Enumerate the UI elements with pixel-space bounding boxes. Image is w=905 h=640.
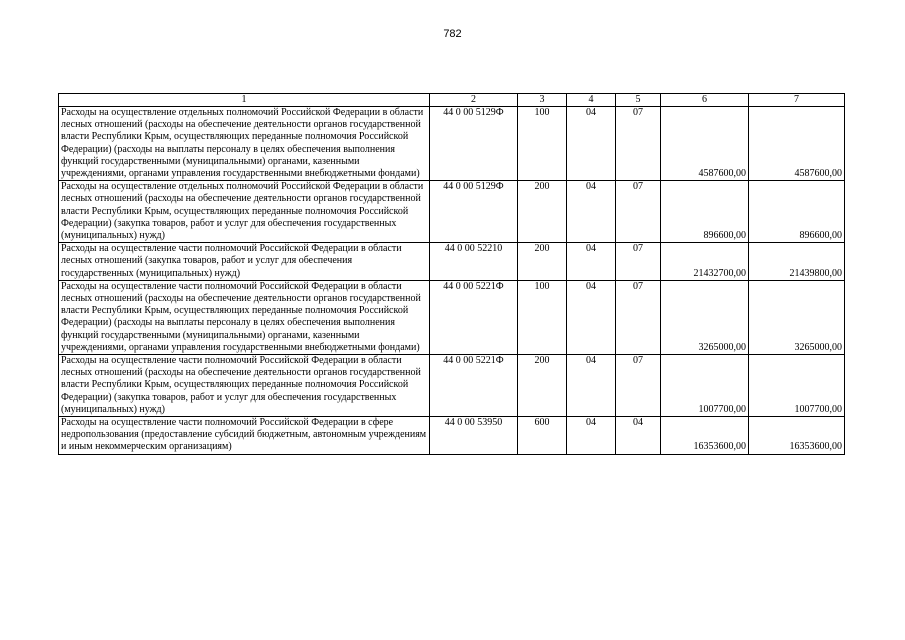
table-row [59, 355, 845, 417]
amount-year1-cell: 16353600,00 [661, 417, 749, 455]
section-cell: 04 [567, 417, 616, 455]
target-article-cell: 44 0 00 5221Ф [430, 280, 518, 354]
expense-type-cell: 200 [518, 181, 567, 243]
expense-name-cell: Расходы на осуществление части полномочий Российской Федерации в области лесных отношений (расходы на обеспечение деятельности органов государственной власти Республики Крым, осуществляющих переданные полномочия Российской Федерации) (расходы на выплаты персоналу в целях обеспечения выполнения функций государственными (муниципальными) органами, казенными учреждениями, органами управления государственными внебюджетными фондами) [59, 280, 430, 354]
expense-name-cell: Расходы на осуществление части полномочий Российской Федерации в области лесных отношений (закупка товаров, работ и услуг для обеспечения государственных (муниципальных) нужд) [59, 243, 430, 281]
amount-year2-cell: 1007700,00 [749, 355, 845, 417]
amount-year2-cell: 4587600,00 [749, 107, 845, 181]
subsection-cell: 04 [616, 417, 661, 455]
column-header: 4 [567, 94, 616, 107]
expense-name-cell: Расходы на осуществление части полномочий Российской Федерации в области лесных отношений (расходы на обеспечение деятельности органов государственной власти Республики Крым, осуществляющих переданные полномочия Российской Федерации) (закупка товаров, работ и услуг для обеспечения государственных (муниципальных) нужд) [59, 355, 430, 417]
table-row [59, 417, 845, 455]
expense-name-cell: Расходы на осуществление отдельных полномочий Российской Федерации в области лесных отношений (расходы на обеспечение деятельности органов государственной власти Республики Крым, осуществляющих переданные полномочия Российской Федерации) (закупка товаров, работ и услуг для обеспечения государственных (муниципальных) нужд) [59, 181, 430, 243]
column-header: 2 [430, 94, 518, 107]
column-header: 6 [661, 94, 749, 107]
section-cell: 04 [567, 181, 616, 243]
subsection-cell: 07 [616, 280, 661, 354]
amount-year2-cell: 3265000,00 [749, 280, 845, 354]
expense-type-cell: 200 [518, 243, 567, 281]
header-row [59, 94, 845, 107]
budget-table [58, 93, 845, 455]
table-row [59, 280, 845, 354]
subsection-cell: 07 [616, 181, 661, 243]
target-article-cell: 44 0 00 5129Ф [430, 107, 518, 181]
section-cell: 04 [567, 280, 616, 354]
column-header: 3 [518, 94, 567, 107]
amount-year2-cell: 896600,00 [749, 181, 845, 243]
page-number: 782 [443, 28, 462, 40]
amount-year2-cell: 21439800,00 [749, 243, 845, 281]
section-cell: 04 [567, 355, 616, 417]
table-row [59, 181, 845, 243]
table-row [59, 243, 845, 281]
subsection-cell: 07 [616, 355, 661, 417]
subsection-cell: 07 [616, 243, 661, 281]
target-article-cell: 44 0 00 5129Ф [430, 181, 518, 243]
amount-year2-cell: 16353600,00 [749, 417, 845, 455]
target-article-cell: 44 0 00 52210 [430, 243, 518, 281]
amount-year1-cell: 21432700,00 [661, 243, 749, 281]
amount-year1-cell: 4587600,00 [661, 107, 749, 181]
column-header: 1 [59, 94, 430, 107]
expense-type-cell: 100 [518, 280, 567, 354]
amount-year1-cell: 896600,00 [661, 181, 749, 243]
expense-type-cell: 600 [518, 417, 567, 455]
column-header: 7 [749, 94, 845, 107]
amount-year1-cell: 1007700,00 [661, 355, 749, 417]
target-article-cell: 44 0 00 5221Ф [430, 355, 518, 417]
expense-name-cell: Расходы на осуществление части полномочий Российской Федерации в сфере недропользования (предоставление субсидий бюджетным, автономным учреждениям и иным некоммерческим организациям) [59, 417, 430, 455]
section-cell: 04 [567, 107, 616, 181]
amount-year1-cell: 3265000,00 [661, 280, 749, 354]
expense-name-cell: Расходы на осуществление отдельных полномочий Российской Федерации в области лесных отношений (расходы на обеспечение деятельности органов государственной власти Республики Крым, осуществляющих переданные полномочия Российской Федерации) (расходы на выплаты персоналу в целях обеспечения выполнения функций государственными (муниципальными) органами, казенными учреждениями, органами управления государственными внебюджетными фондами) [59, 107, 430, 181]
expense-type-cell: 100 [518, 107, 567, 181]
column-header: 5 [616, 94, 661, 107]
expense-type-cell: 200 [518, 355, 567, 417]
target-article-cell: 44 0 00 53950 [430, 417, 518, 455]
section-cell: 04 [567, 243, 616, 281]
table-row [59, 107, 845, 181]
subsection-cell: 07 [616, 107, 661, 181]
